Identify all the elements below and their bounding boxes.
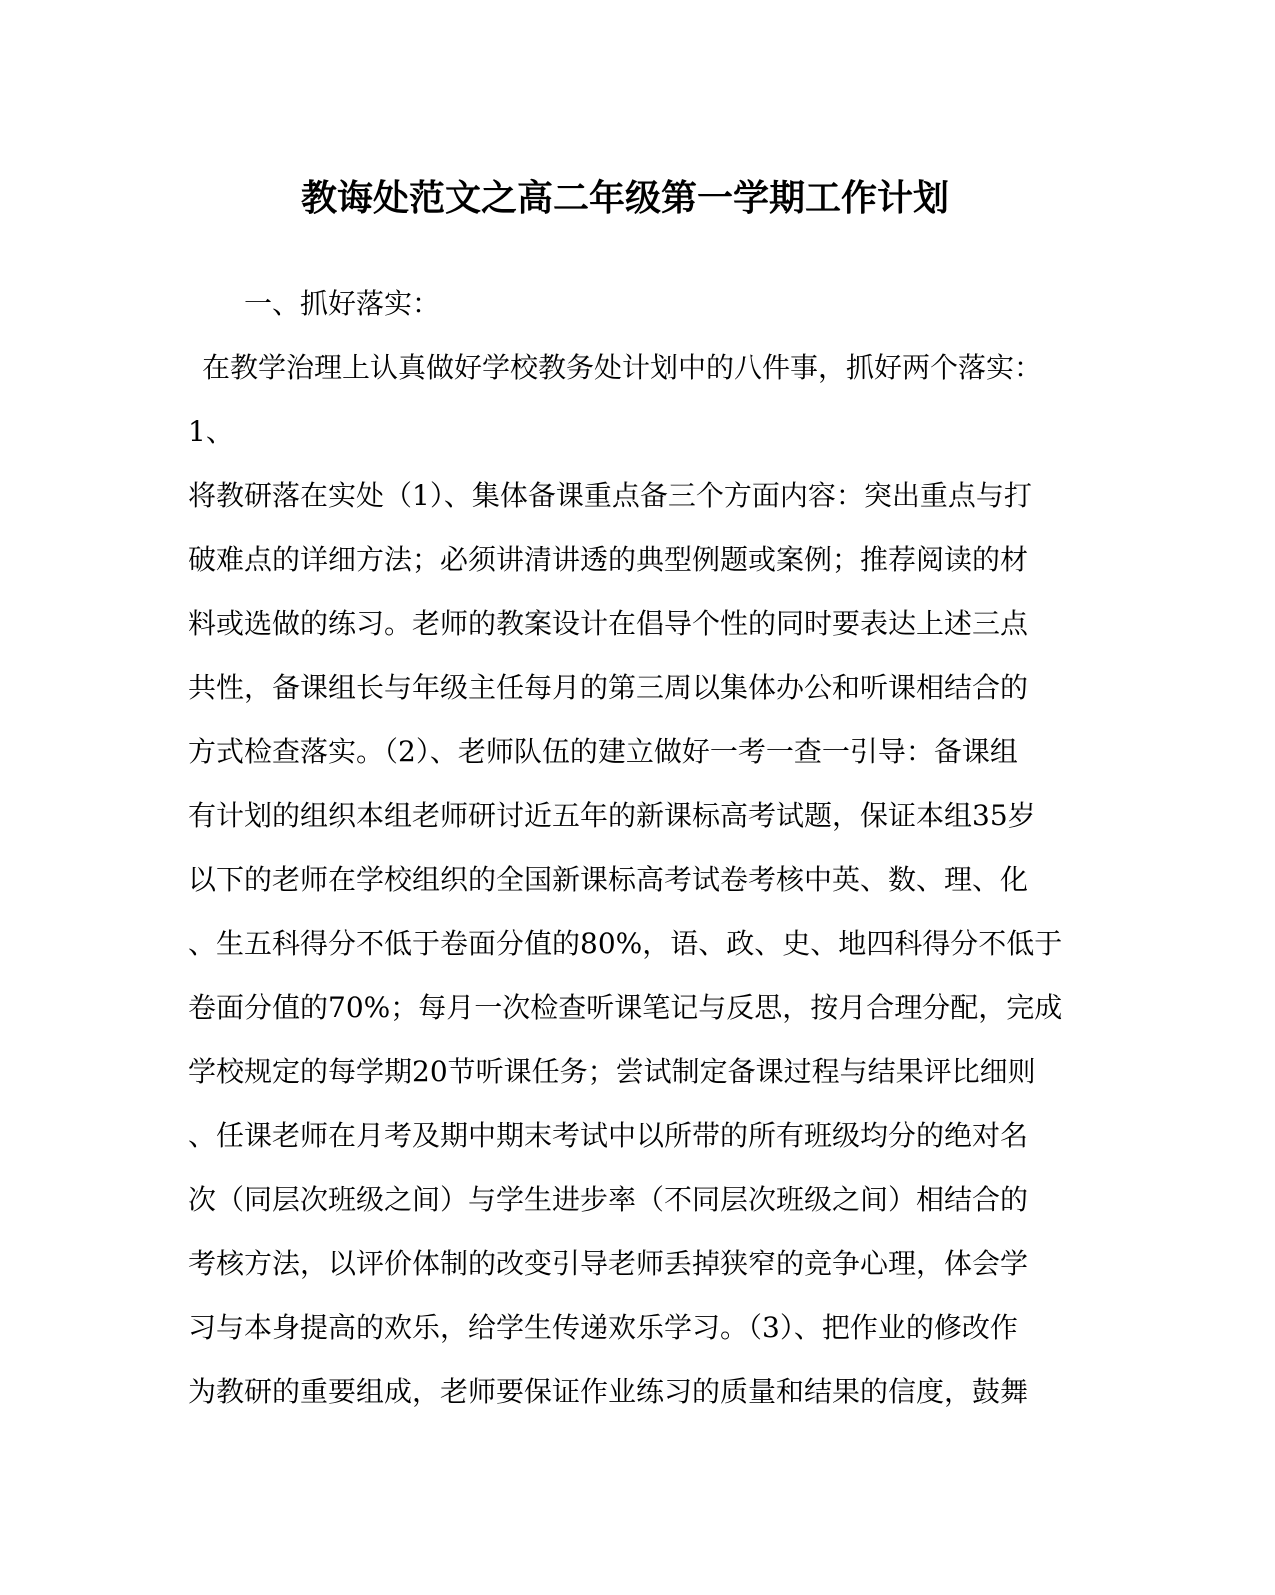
paragraph-line: 为教研的重要组成，老师要保证作业练习的质量和结果的信度，鼓舞 (188, 1375, 1029, 1408)
paragraph-line: 卷面分值的70%；每月一次检查听课笔记与反思，按月合理分配，完成 (188, 991, 1063, 1024)
list-number: 1、 (188, 415, 234, 448)
paragraph-line: 学校规定的每学期20节听课任务；尝试制定备课过程与结果评比细则 (188, 1055, 1036, 1088)
document-title: 教诲处范文之高二年级第一学期工作计划 (300, 177, 949, 219)
paragraph-line: 在教学治理上认真做好学校教务处计划中的八件事，抓好两个落实： (202, 351, 1043, 384)
paragraph-line: 破难点的详细方法；必须讲清讲透的典型例题或案例；推荐阅读的材 (188, 543, 1029, 576)
paragraph-line: 方式检查落实。（2）、老师队伍的建立做好一考一查一引导：备课组 (188, 735, 1018, 768)
section-heading: 一、抓好落实： (244, 287, 441, 320)
paragraph-line: 有计划的组织本组老师研讨近五年的新课标高考试题，保证本组35岁 (188, 799, 1036, 832)
paragraph-line: 料或选做的练习。老师的教案设计在倡导个性的同时要表达上述三点 (188, 607, 1029, 640)
paragraph-line: 次（同层次班级之间）与学生进步率（不同层次班级之间）相结合的 (188, 1183, 1029, 1216)
paragraph-line: 习与本身提高的欢乐，给学生传递欢乐学习。（3）、把作业的修改作 (188, 1311, 1018, 1344)
paragraph-line: 将教研落在实处（1）、集体备课重点备三个方面内容：突出重点与打 (188, 479, 1032, 512)
paragraph-line: 、任课老师在月考及期中期末考试中以所带的所有班级均分的绝对名 (188, 1119, 1029, 1152)
paragraph-line: 共性，备课组长与年级主任每月的第三周以集体办公和听课相结合的 (188, 671, 1029, 704)
paragraph-line: 考核方法，以评价体制的改变引导老师丢掉狭窄的竞争心理，体会学 (188, 1247, 1029, 1280)
paragraph-line: 以下的老师在学校组织的全国新课标高考试卷考核中英、数、理、化 (188, 863, 1029, 896)
paragraph-line: 、生五科得分不低于卷面分值的80%，语、政、史、地四科得分不低于 (188, 927, 1063, 960)
